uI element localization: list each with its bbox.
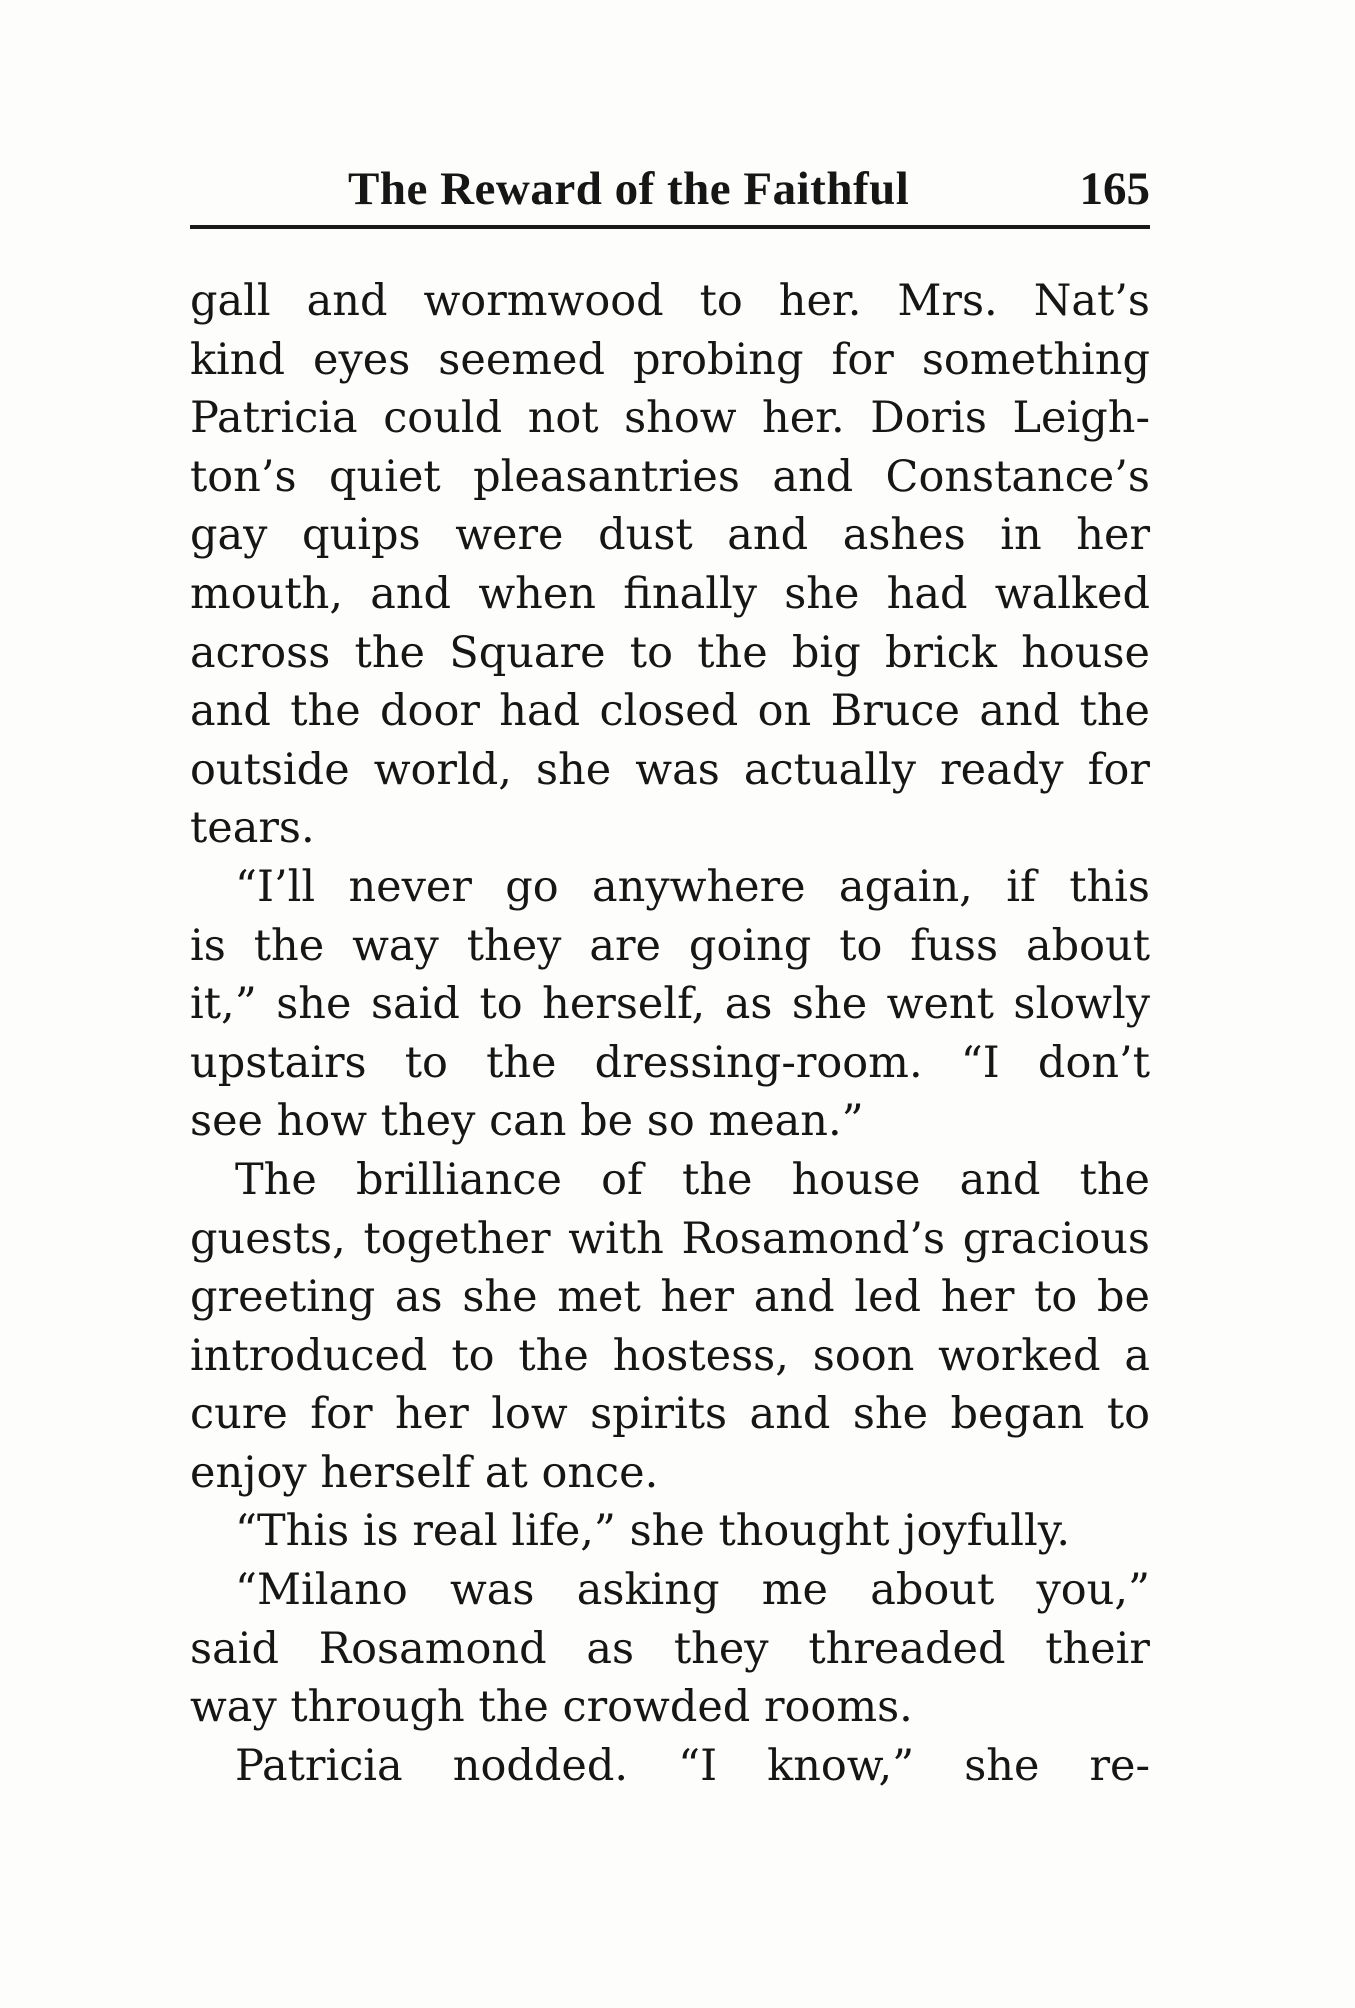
text-line: said Rosamond as they threaded their (190, 1623, 1150, 1674)
running-head-title: The Reward of the Faithful (348, 163, 910, 215)
text-line: mouth, and when finally she had walked (190, 568, 1150, 619)
body-text (190, 272, 1150, 1795)
text-line: introduced to the hostess, soon worked a (190, 1330, 1150, 1381)
text-line: enjoy herself at once. (190, 1447, 659, 1498)
text-line: upstairs to the dressing-room. “I don’t (190, 1037, 1150, 1088)
text-line: gall and wormwood to her. Mrs. Nat’s (190, 276, 1150, 326)
running-head (190, 160, 1150, 226)
text-line: ton’s quiet pleasantries and Constance’s (190, 451, 1150, 502)
text-line: tears. (190, 803, 315, 854)
text-line: it,” she said to herself, as she went slowly (190, 979, 1150, 1030)
text-line: The brilliance of the house and the (235, 1154, 1150, 1205)
text-line: gay quips were dust and ashes in her (190, 510, 1150, 561)
text-line: Patricia nodded. “I know,” she re- (235, 1740, 1150, 1791)
text-line: across the Square to the big brick house (190, 627, 1150, 678)
text-line: is the way they are going to fuss about (190, 920, 1150, 971)
text-line: and the door had closed on Bruce and the (190, 686, 1150, 737)
text-line: “This is real life,” she thought joyfully. (235, 1506, 1071, 1557)
page-number: 165 (1079, 163, 1150, 215)
text-line: see how they can be so mean.” (190, 1096, 864, 1147)
header-rule (190, 225, 1150, 229)
text-line: greeting as she met her and led her to be (190, 1272, 1150, 1323)
text-line: kind eyes seemed probing for something (190, 334, 1150, 385)
text-line: cure for her low spirits and she began to (190, 1389, 1150, 1440)
text-line: Patricia could not show her. Doris Leigh- (190, 393, 1150, 444)
text-line: outside world, she was actually ready for (190, 744, 1150, 795)
text-line: guests, together with Rosamond’s gracious (190, 1213, 1150, 1264)
text-line: “Milano was asking me about you,” (235, 1565, 1150, 1616)
text-line: “I’ll never go anywhere again, if this (235, 861, 1150, 912)
text-line: way through the crowded rooms. (190, 1682, 913, 1733)
